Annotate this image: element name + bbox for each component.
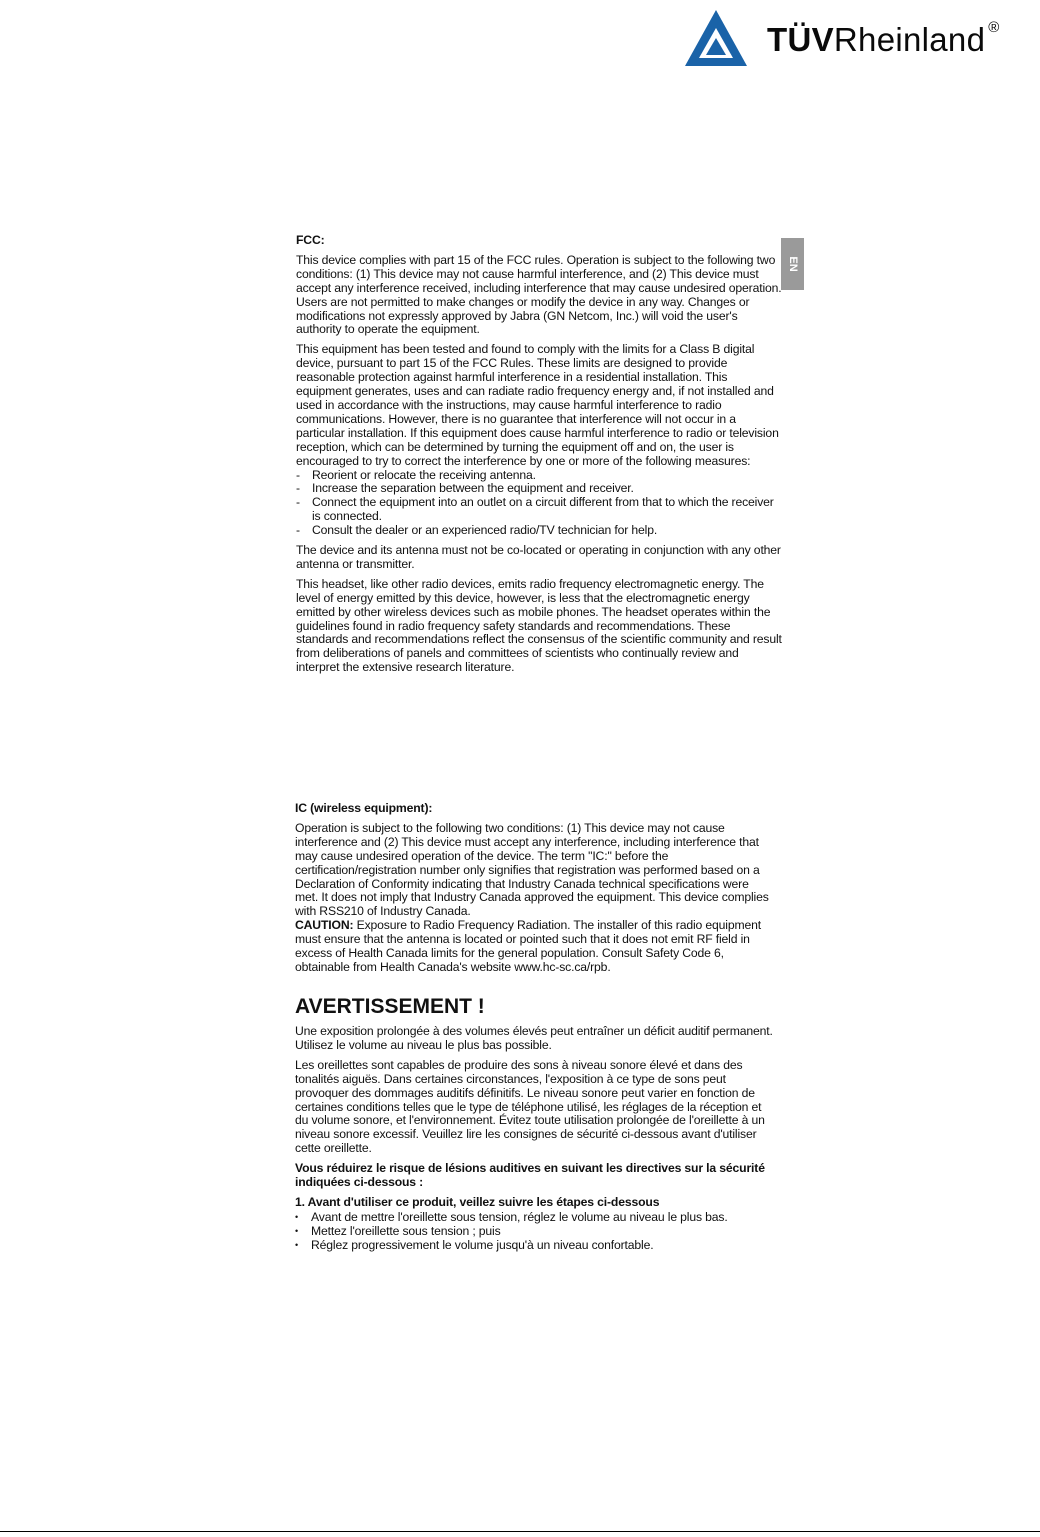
avertissement-paragraph: Les oreillettes sont capables de produire des sons à niveau sonore élevé et dans des tonalités aiguës. Dans certaines circonstances, l'exposition à ce type de sons peut provoquer des dommages auditifs définitifs. Le niveau sonore peut varier en fonction de certaines conditions telles que le type de téléphone utilisé, les réglages de la réception et du volume sonore, et l'environnement. Évitez toute utilisation prolongée de l'oreillette à un niveau sonore excessif. Veuillez lire les consignes de sécurité ci-dessous avant d'utiliser cette oreillette. bbox=[295, 1057, 765, 1156]
ic-heading: IC (wireless equipment): bbox=[295, 801, 433, 815]
list-item: • Avant de mettre l'oreillette sous tension, réglez le volume au niveau le plus bas. bbox=[295, 1211, 775, 1225]
fcc-paragraph: This device complies with part 15 of the FCC rules. Operation is subject to the following two conditions: (1) This device may not cause harmful interference, and (2) This device must accept any interference received, including interference that may cause undesired operation. Users are not permitted to make changes or modify the device in any way. Changes or modifications not expressly approved by Jabra (GN Netcom, Inc.) will void the user's authority to operate the equipment. bbox=[296, 252, 782, 337]
list-item: - Reorient or relocate the receiving antenna. bbox=[296, 469, 782, 483]
list-item: • Réglez progressivement le volume jusqu'à un niveau confortable. bbox=[295, 1239, 775, 1253]
ic-section bbox=[295, 802, 775, 981]
avertissement-section bbox=[295, 995, 775, 1253]
fcc-paragraph: This headset, like other radio devices, emits radio frequency electromagnetic energy. The level of energy emitted by this device, however, is less that the electromagnetic energy emitted by other wireless devices such as mobile phones. The headset operates within the guidelines found in radio frequency safety standards and recommendations. These standards and recommendations reflect the consensus of the scientific community and result from deliberations of panels and committees of scientists who continually review and interpret the extensive research literature. bbox=[296, 576, 782, 675]
triangle-logo-icon bbox=[683, 8, 749, 68]
avertissement-guidance: Vous réduirez le risque de lésions auditives en suivant les directives sur la sécurité indiquées ci-dessous : bbox=[295, 1161, 765, 1190]
language-tab bbox=[781, 238, 804, 290]
list-item: • Mettez l'oreillette sous tension ; puis bbox=[295, 1225, 775, 1239]
fcc-measures-list bbox=[296, 469, 782, 539]
avertissement-paragraph: Une exposition prolongée à des volumes élevés peut entraîner un déficit auditif permanent. Utilisez le volume au niveau le plus bas possible. bbox=[295, 1024, 773, 1052]
avertissement-steps-list bbox=[295, 1211, 775, 1253]
caution-label: CAUTION: bbox=[295, 918, 354, 933]
fcc-heading: FCC: bbox=[296, 233, 325, 247]
registered-mark: ® bbox=[988, 19, 1000, 36]
list-item: - Increase the separation between the equipment and receiver. bbox=[296, 482, 782, 496]
bottom-divider bbox=[0, 1531, 1040, 1532]
tuv-rheinland-logo bbox=[683, 8, 1013, 70]
list-item: - Consult the dealer or an experienced radio/TV technician for help. bbox=[296, 524, 782, 538]
logo-wordmark bbox=[767, 21, 1000, 59]
fcc-section bbox=[296, 234, 782, 681]
ic-caution-paragraph bbox=[295, 919, 775, 975]
avertissement-heading: AVERTISSEMENT ! bbox=[295, 995, 485, 1018]
caution-text: Exposure to Radio Frequency Radiation. The installer of this radio equipment must ensure that the antenna is located or pointed such that it does not emit RF field in excess of Health Canada limits for the general population. Consult Safety Code 6, obtainable from Health Canada's website www.hc-sc.ca/rpb. bbox=[295, 918, 761, 974]
ic-paragraph: Operation is subject to the following two conditions: (1) This device may not cause interference and (2) This device must accept any interference, including interference that may cause undesired operation of the device. The term "IC:" before the certification/registration number only signifies that registration was performed based on a Declaration of Conformity indicating that Industry Canada technical specifications were met. It does not imply that Industry Canada approved the equipment. This device complies with RSS210 of Industry Canada. bbox=[295, 820, 769, 919]
list-item: - Connect the equipment into an outlet on a circuit different from that to which the receiver is connected. bbox=[296, 496, 782, 524]
language-tab-label: EN bbox=[786, 256, 799, 272]
fcc-paragraph: The device and its antenna must not be co-located or operating in conjunction with any other antenna or transmitter. bbox=[296, 543, 781, 571]
logo-bold-text: TÜV bbox=[767, 21, 834, 58]
logo-regular-text: Rheinland bbox=[833, 21, 986, 58]
fcc-paragraph: This equipment has been tested and found to comply with the limits for a Class B digital device, pursuant to part 15 of the FCC Rules. These limits are designed to provide reasonable protection against harmful interference in a residential installation. This equipment generates, uses and can radiate radio frequency energy and, if not installed and used in accordance with the instructions, may cause harmful interference to radio communications. However, there is no guarantee that interference will not occur in a particular installation. If this equipment does cause harmful interference to radio or television reception, which can be determined by turning the equipment off and on, the user is encouraged to try to correct the interference by one or more of the following measures: bbox=[296, 342, 779, 468]
avertissement-step-heading: 1. Avant d'utiliser ce produit, veillez suivre les étapes ci-dessous bbox=[295, 1194, 660, 1209]
